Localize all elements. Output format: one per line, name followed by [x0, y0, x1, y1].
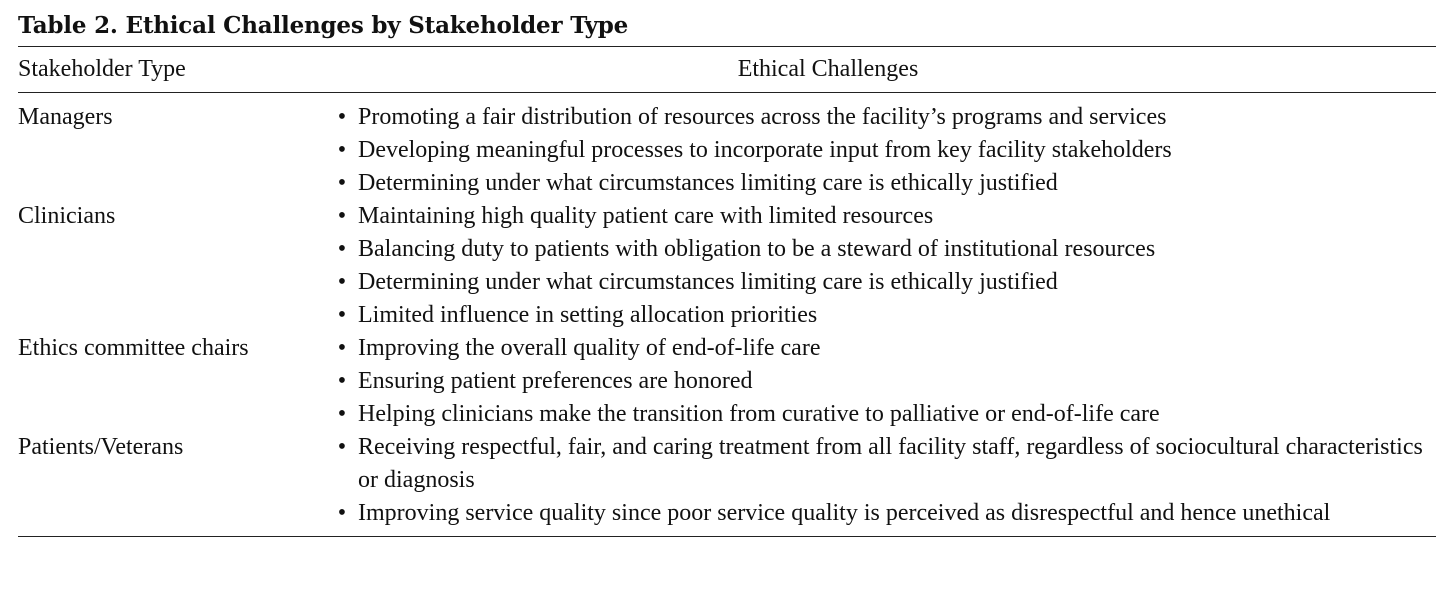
bottom-rule: [18, 536, 1436, 537]
list-item: [330, 101, 1436, 134]
list-item: [330, 431, 1436, 497]
list-item: [330, 365, 1436, 398]
bullet-icon: •: [337, 203, 347, 229]
table-row: [18, 332, 1436, 431]
bullet-icon: •: [337, 104, 347, 130]
bullet-icon: •: [337, 236, 347, 262]
challenge-text: Developing meaningful processes to incorporate input from key facility stakeholders: [358, 137, 1172, 163]
bullet-icon: •: [337, 302, 347, 328]
bullet-icon: •: [337, 401, 347, 427]
challenges-list: [330, 431, 1436, 530]
table-title: Table 2. Ethical Challenges by Stakeholder Type: [18, 12, 629, 39]
challenges-list: [330, 200, 1436, 332]
header-ethical-challenges: Ethical Challenges: [737, 56, 919, 82]
list-item: [330, 299, 1436, 332]
challenge-text: Helping clinicians make the transition from curative to palliative or end-of-life care: [358, 401, 1160, 427]
stakeholder-cell: Clinicians: [18, 203, 116, 229]
stakeholder-cell: Patients/Veterans: [18, 434, 184, 460]
table-header-row: [18, 47, 1436, 92]
bullet-icon: •: [337, 434, 347, 460]
bullet-icon: •: [337, 137, 347, 163]
list-item: [330, 167, 1436, 200]
bullet-icon: •: [337, 170, 347, 196]
challenge-text: Improving the overall quality of end-of-life care: [358, 335, 821, 361]
bullet-icon: •: [337, 269, 347, 295]
table-row: [18, 200, 1436, 332]
list-item: [330, 233, 1436, 266]
challenges-list: [330, 332, 1436, 431]
stakeholder-cell: Managers: [18, 104, 113, 130]
challenge-text: Promoting a fair distribution of resources across the facility’s programs and services: [358, 104, 1167, 130]
list-item: [330, 332, 1436, 365]
table-body: [18, 93, 1436, 536]
list-item: [330, 200, 1436, 233]
challenge-text: Determining under what circumstances limiting care is ethically justified: [358, 170, 1058, 196]
challenge-text: Balancing duty to patients with obligation to be a steward of institutional resources: [358, 236, 1156, 262]
challenge-text: Determining under what circumstances limiting care is ethically justified: [358, 269, 1058, 295]
table-container: [18, 10, 1436, 537]
challenge-text: Receiving respectful, fair, and caring treatment from all facility staff, regardless of sociocultural characteristics or diagnosis: [358, 434, 1423, 493]
table-row: [18, 101, 1436, 200]
header-stakeholder-type: Stakeholder Type: [18, 56, 186, 82]
list-item: [330, 398, 1436, 431]
challenge-text: Ensuring patient preferences are honored: [358, 368, 753, 394]
challenges-list: [330, 101, 1436, 200]
stakeholder-cell: Ethics committee chairs: [18, 335, 249, 361]
challenge-text: Limited influence in setting allocation priorities: [358, 302, 818, 328]
challenge-text: Improving service quality since poor service quality is perceived as disrespectful and hence unethical: [358, 500, 1331, 526]
bullet-icon: •: [337, 335, 347, 361]
challenge-text: Maintaining high quality patient care with limited resources: [358, 203, 934, 229]
list-item: [330, 266, 1436, 299]
list-item: [330, 497, 1436, 530]
bullet-icon: •: [337, 368, 347, 394]
list-item: [330, 134, 1436, 167]
table-row: [18, 431, 1436, 530]
bullet-icon: •: [337, 500, 347, 526]
